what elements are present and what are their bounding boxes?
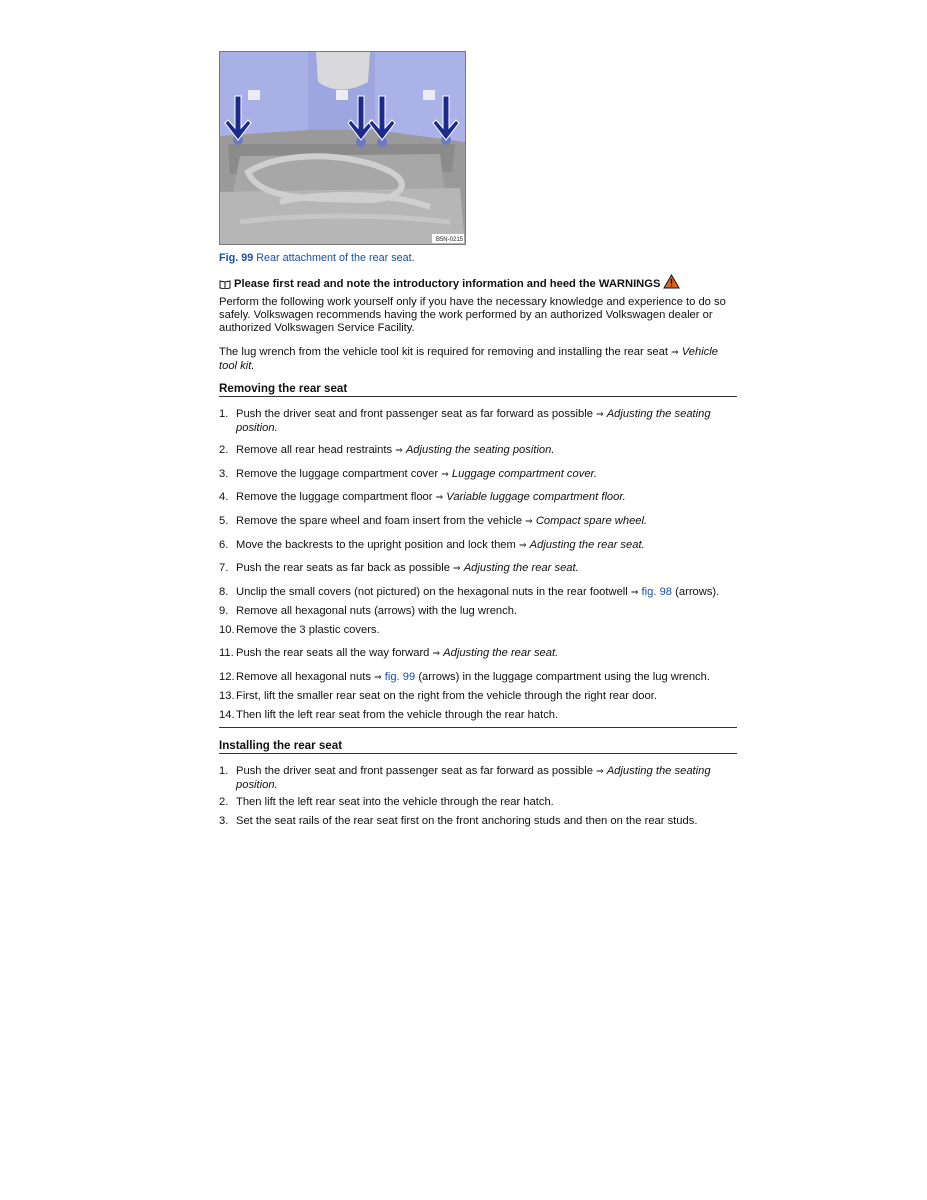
step-number: 5. [219, 515, 229, 527]
figure-code: B5N-0215 [435, 237, 463, 243]
step-body [236, 647, 737, 661]
step-text: Remove the spare wheel and foam insert from the vehicle [236, 515, 523, 527]
step-text: Then lift the left rear seat into the vehicle through the rear hatch. [236, 796, 554, 808]
intro-paragraph-2 [219, 346, 737, 373]
cross-reference-link[interactable]: Adjusting the seating position. [236, 408, 711, 435]
arrow-symbol: ⇒ [671, 348, 679, 358]
list-item [219, 468, 737, 482]
figure-link[interactable]: fig. 98 [641, 586, 673, 598]
list-item [219, 539, 737, 553]
step-number: 3. [219, 815, 229, 827]
step-body [236, 690, 737, 703]
intro-heading [219, 276, 737, 291]
step-number: 6. [219, 539, 229, 551]
step-text: Remove all rear head restraints [236, 444, 393, 456]
cross-reference-link[interactable]: Adjusting the rear seat. [463, 562, 579, 574]
arrow-symbol: ⇒ [596, 767, 604, 777]
step-body [236, 515, 737, 529]
step-text: Unclip the small covers (not pictured) on the hexagonal nuts in the rear footwell [236, 586, 628, 598]
step-text: Push the rear seats all the way forward [236, 647, 430, 659]
list-item [219, 765, 737, 792]
list-item [219, 562, 737, 576]
step-body [236, 765, 737, 792]
step-text: Remove all hexagonal nuts [236, 671, 371, 683]
step-body [236, 671, 737, 685]
step-body [236, 539, 737, 553]
step-number: 4. [219, 491, 229, 503]
book-icon [219, 279, 231, 289]
arrow-symbol: ⇒ [525, 517, 533, 527]
step-text: Remove the luggage compartment floor [236, 491, 433, 503]
step-number: 1. [219, 408, 229, 420]
cross-reference-link[interactable]: Adjusting the rear seat. [529, 539, 645, 551]
section-divider [219, 727, 737, 728]
cross-reference-link[interactable]: Variable luggage compartment floor. [446, 491, 626, 503]
step-number: 8. [219, 586, 229, 598]
warning-triangle-icon[interactable] [663, 274, 680, 289]
list-item [219, 796, 737, 809]
cross-reference-link[interactable]: Adjusting the seating position. [236, 765, 711, 792]
step-text: Then lift the left rear seat from the vehicle through the rear hatch. [236, 709, 559, 721]
list-item [219, 815, 737, 828]
arrow-symbol: ⇒ [630, 588, 639, 598]
step-body [236, 605, 737, 618]
list-item [219, 586, 737, 600]
list-item [219, 671, 737, 685]
step-text: Move the backrests to the upright position and lock them [236, 539, 516, 551]
step-body [236, 796, 737, 809]
step-text: Remove all hexagonal nuts (arrows) with the lug wrench. [236, 605, 518, 617]
list-item [219, 491, 737, 505]
step-text: First, lift the smaller rear seat on the right from the vehicle through the right rear door. [236, 690, 657, 702]
installing-steps-list [219, 765, 737, 835]
list-item [219, 605, 737, 618]
cross-reference-link[interactable]: Adjusting the rear seat. [443, 647, 559, 659]
figure-rear-seat-attachment [219, 51, 466, 245]
list-item [219, 647, 737, 661]
step-text: Remove the luggage compartment cover [236, 468, 439, 480]
step-number: 3. [219, 468, 229, 480]
step-body [236, 624, 737, 637]
arrow-symbol: ⇒ [435, 493, 444, 503]
step-body [236, 491, 737, 505]
step-number: 7. [219, 562, 229, 574]
step-text-after: (arrows). [672, 586, 720, 598]
figure-link[interactable]: fig. 99 [384, 671, 416, 683]
list-item [219, 444, 737, 458]
step-text: Push the driver seat and front passenger seat as far forward as possible [236, 408, 593, 420]
arrow-symbol: ⇒ [596, 410, 604, 420]
section-title-installing: Installing the rear seat [219, 739, 737, 754]
intro-heading-text: Please first read and note the introductory information and heed the WARNINGS [234, 277, 661, 290]
step-number: 12. [219, 671, 235, 683]
step-number: 14. [219, 709, 235, 721]
step-body [236, 709, 737, 722]
step-number: 13. [219, 690, 235, 702]
figure-label: Fig. 99 [219, 252, 254, 264]
step-number: 2. [219, 796, 229, 808]
arrow-symbol: ⇒ [395, 446, 403, 456]
step-text: Remove the 3 plastic covers. [236, 624, 380, 636]
figure-caption-text: Rear attachment of the rear seat. [256, 252, 415, 264]
figure-caption [219, 252, 737, 264]
cross-reference-link[interactable]: Compact spare wheel. [535, 515, 648, 527]
step-body [236, 444, 737, 458]
step-body [236, 408, 737, 435]
list-item [219, 624, 737, 637]
removing-steps-list [219, 408, 737, 728]
cross-reference-link[interactable]: Adjusting the seating position. [405, 444, 555, 456]
step-body [236, 468, 737, 482]
arrow-symbol: ⇒ [441, 470, 449, 480]
step-text: Push the driver seat and front passenger seat as far forward as possible [236, 765, 593, 777]
step-number: 10. [219, 624, 235, 636]
step-body [236, 815, 737, 828]
step-text: Set the seat rails of the rear seat first on the front anchoring studs and then on the rear studs. [236, 815, 698, 827]
list-item [219, 515, 737, 529]
arrow-symbol: ⇒ [453, 564, 461, 574]
step-body [236, 562, 737, 576]
rear-seat-illustration [220, 52, 465, 244]
intro-text-1: Perform the following work yourself only if you have the necessary knowledge and experience to do so safely. Volkswagen recommends having the work performed by an authorized Volkswagen dealer or authorized Volkswagen Service Facility. [219, 296, 726, 335]
cross-reference-link[interactable]: Luggage compartment cover. [451, 468, 597, 480]
step-text: Push the rear seats as far back as possible [236, 562, 450, 574]
intro-paragraph-1 [219, 296, 737, 336]
step-number: 1. [219, 765, 229, 777]
arrow-symbol: ⇒ [374, 673, 382, 683]
list-item [219, 709, 737, 722]
step-number: 2. [219, 444, 229, 456]
step-number: 9. [219, 605, 229, 617]
list-item [219, 408, 737, 435]
arrow-symbol: ⇒ [432, 649, 441, 659]
arrow-symbol: ⇒ [518, 541, 527, 551]
section-title-removing: Removing the rear seat [219, 382, 737, 397]
step-body [236, 586, 737, 600]
list-item [219, 690, 737, 703]
intro-text-2: The lug wrench from the vehicle tool kit is required for removing and installing the rear seat [219, 346, 668, 358]
step-text-after: (arrows) in the luggage compartment using the lug wrench. [415, 671, 710, 683]
intro-ref-vehicle-tool-kit[interactable]: Vehicle tool kit. [219, 346, 719, 373]
step-number: 11. [219, 647, 234, 659]
